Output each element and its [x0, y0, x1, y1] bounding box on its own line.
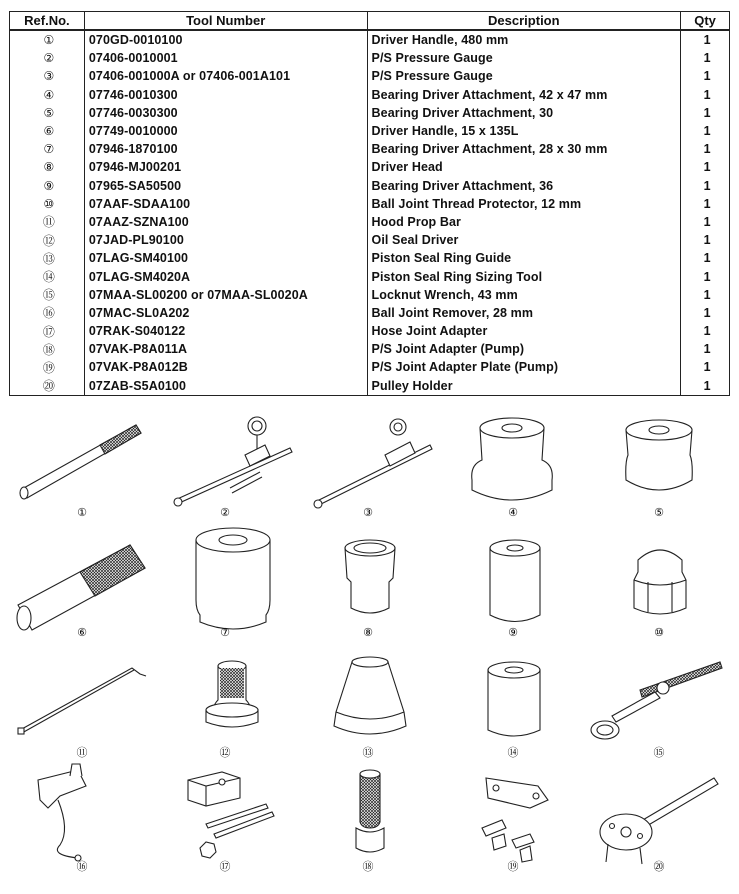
- cell-desc: Ball Joint Remover, 28 mm: [367, 304, 681, 322]
- cell-ref: ①: [10, 30, 85, 49]
- table-row: [10, 377, 730, 396]
- table-row: [10, 358, 730, 376]
- tool-12-oil-seal-driver: [206, 661, 258, 727]
- figure-label-19: ⑲: [507, 860, 519, 873]
- tool-9-bearing-attachment: [490, 540, 540, 622]
- figure-label-8: ⑧: [363, 626, 373, 639]
- cell-ref: ②: [10, 49, 85, 67]
- cell-ref: ⑪: [10, 213, 85, 231]
- tool-20-pulley-holder: [600, 778, 718, 864]
- cell-qty: 1: [681, 104, 730, 122]
- table-row: [10, 195, 730, 213]
- cell-qty: 1: [681, 231, 730, 249]
- cell-qty: 1: [681, 67, 730, 85]
- tool-18-joint-adapter-pump: [356, 770, 384, 852]
- table-header-row: [10, 12, 730, 31]
- cell-desc: Ball Joint Thread Protector, 12 mm: [367, 195, 681, 213]
- cell-desc: P/S Pressure Gauge: [367, 49, 681, 67]
- table-row: [10, 104, 730, 122]
- figure-label-2: ②: [220, 506, 230, 519]
- figure-label-10: ⑩: [654, 626, 664, 639]
- cell-ref: ⑫: [10, 231, 85, 249]
- cell-tool: 07ZAB-S5A0100: [84, 377, 367, 396]
- cell-qty: 1: [681, 213, 730, 231]
- figure-label-15: ⑮: [653, 746, 665, 759]
- table-row: [10, 322, 730, 340]
- cell-ref: ⑤: [10, 104, 85, 122]
- cell-tool: 07VAK-P8A012B: [84, 358, 367, 376]
- table-row: [10, 86, 730, 104]
- cell-qty: 1: [681, 340, 730, 358]
- figure-label-12: ⑫: [219, 746, 231, 759]
- tool-3-pressure-gauge: [314, 419, 432, 508]
- tool-4-bearing-attachment: [472, 418, 553, 500]
- cell-qty: 1: [681, 140, 730, 158]
- cell-ref: ⑳: [10, 377, 85, 396]
- table-row: [10, 231, 730, 249]
- cell-ref: ④: [10, 86, 85, 104]
- tool-19-joint-adapter-plate: [482, 778, 548, 862]
- cell-ref: ⑱: [10, 340, 85, 358]
- table-row: [10, 286, 730, 304]
- cell-qty: 1: [681, 322, 730, 340]
- cell-desc: Driver Head: [367, 158, 681, 176]
- tool-1-driver-handle: [20, 425, 141, 499]
- cell-tool: 07MAC-SL0A202: [84, 304, 367, 322]
- table-row: [10, 249, 730, 267]
- cell-qty: 1: [681, 86, 730, 104]
- header-tool-number: Tool Number: [84, 12, 367, 31]
- cell-tool: 07746-0010300: [84, 86, 367, 104]
- cell-desc: Hood Prop Bar: [367, 213, 681, 231]
- cell-desc: Locknut Wrench, 43 mm: [367, 286, 681, 304]
- cell-desc: Bearing Driver Attachment, 28 x 30 mm: [367, 140, 681, 158]
- table-row: [10, 213, 730, 231]
- figure-label-17: ⑰: [219, 860, 231, 873]
- cell-qty: 1: [681, 195, 730, 213]
- cell-tool: 07JAD-PL90100: [84, 231, 367, 249]
- figure-label-5: ⑤: [654, 506, 664, 519]
- cell-tool: 070GD-0010100: [84, 30, 367, 49]
- header-description: Description: [367, 12, 681, 31]
- figure-label-9: ⑨: [508, 626, 518, 639]
- cell-qty: 1: [681, 286, 730, 304]
- figure-label-1: ①: [77, 506, 87, 519]
- cell-desc: P/S Pressure Gauge: [367, 67, 681, 85]
- cell-ref: ⑦: [10, 140, 85, 158]
- table-row: [10, 30, 730, 49]
- cell-tool: 07AAZ-SZNA100: [84, 213, 367, 231]
- cell-tool: 07MAA-SL00200 or 07MAA-SL0020A: [84, 286, 367, 304]
- cell-tool: 07RAK-S040122: [84, 322, 367, 340]
- table-row: [10, 122, 730, 140]
- tool-10-thread-protector: [634, 550, 686, 614]
- cell-desc: Bearing Driver Attachment, 30: [367, 104, 681, 122]
- table-row: [10, 49, 730, 67]
- tool-8-driver-head: [345, 540, 395, 613]
- cell-ref: ③: [10, 67, 85, 85]
- cell-desc: P/S Joint Adapter (Pump): [367, 340, 681, 358]
- table-row: [10, 67, 730, 85]
- figure-label-11: ⑪: [76, 746, 88, 759]
- cell-ref: ⑮: [10, 286, 85, 304]
- cell-ref: ⑭: [10, 267, 85, 285]
- cell-tool: 07965-SA50500: [84, 177, 367, 195]
- cell-tool: 07406-0010001: [84, 49, 367, 67]
- cell-desc: Piston Seal Ring Sizing Tool: [367, 267, 681, 285]
- cell-desc: Pulley Holder: [367, 377, 681, 396]
- figure-label-18: ⑱: [362, 860, 374, 873]
- cell-ref: ⑰: [10, 322, 85, 340]
- cell-qty: 1: [681, 304, 730, 322]
- cell-tool: 07746-0030300: [84, 104, 367, 122]
- cell-ref: ⑬: [10, 249, 85, 267]
- cell-desc: P/S Joint Adapter Plate (Pump): [367, 358, 681, 376]
- cell-tool: 07AAF-SDAA100: [84, 195, 367, 213]
- cell-ref: ⑨: [10, 177, 85, 195]
- cell-desc: Bearing Driver Attachment, 36: [367, 177, 681, 195]
- cell-ref: ⑥: [10, 122, 85, 140]
- table-row: [10, 340, 730, 358]
- cell-tool: 07VAK-P8A011A: [84, 340, 367, 358]
- cell-tool: 07946-1870100: [84, 140, 367, 158]
- figure-label-16: ⑯: [76, 860, 88, 873]
- tool-2-pressure-gauge: [174, 417, 292, 506]
- tool-16-ball-joint-remover: [38, 764, 86, 861]
- cell-tool: 07749-0010000: [84, 122, 367, 140]
- cell-qty: 1: [681, 249, 730, 267]
- cell-desc: Driver Handle, 15 x 135L: [367, 122, 681, 140]
- tool-11-hood-prop-bar: [18, 668, 146, 734]
- cell-qty: 1: [681, 267, 730, 285]
- header-ref: Ref.No.: [10, 12, 85, 31]
- tool-13-piston-seal-ring-guide: [334, 657, 406, 734]
- cell-qty: 1: [681, 158, 730, 176]
- cell-tool: 07946-MJ00201: [84, 158, 367, 176]
- figure-label-20: ⑳: [653, 860, 665, 873]
- cell-desc: Driver Handle, 480 mm: [367, 30, 681, 49]
- cell-desc: Bearing Driver Attachment, 42 x 47 mm: [367, 86, 681, 104]
- cell-ref: ⑩: [10, 195, 85, 213]
- cell-qty: 1: [681, 49, 730, 67]
- tools-table: [9, 11, 730, 396]
- cell-qty: 1: [681, 122, 730, 140]
- header-qty: Qty: [681, 12, 730, 31]
- tool-5-bearing-attachment: [626, 420, 693, 490]
- tool-14-piston-seal-ring-sizing-tool: [488, 662, 540, 736]
- table-row: [10, 267, 730, 285]
- cell-tool: 07LAG-SM40100: [84, 249, 367, 267]
- tool-6-driver-handle: [17, 545, 145, 630]
- table-row: [10, 304, 730, 322]
- figure-label-4: ④: [508, 506, 518, 519]
- cell-qty: 1: [681, 177, 730, 195]
- table-row: [10, 177, 730, 195]
- cell-qty: 1: [681, 358, 730, 376]
- tool-15-locknut-wrench: [591, 662, 722, 739]
- cell-tool: 07LAG-SM4020A: [84, 267, 367, 285]
- cell-ref: ⑲: [10, 358, 85, 376]
- cell-desc: Oil Seal Driver: [367, 231, 681, 249]
- cell-qty: 1: [681, 30, 730, 49]
- cell-tool: 07406-001000A or 07406-001A101: [84, 67, 367, 85]
- figure-label-6: ⑥: [77, 626, 87, 639]
- cell-ref: ⑯: [10, 304, 85, 322]
- table-row: [10, 140, 730, 158]
- figure-label-7: ⑦: [220, 626, 230, 639]
- tool-17-hose-joint-adapter: [188, 772, 274, 858]
- cell-qty: 1: [681, 377, 730, 396]
- cell-desc: Hose Joint Adapter: [367, 322, 681, 340]
- table-row: [10, 158, 730, 176]
- figure-label-13: ⑬: [362, 746, 374, 759]
- tools-illustration: [0, 400, 739, 894]
- cell-desc: Piston Seal Ring Guide: [367, 249, 681, 267]
- tool-7-bearing-attachment: [196, 528, 270, 629]
- cell-ref: ⑧: [10, 158, 85, 176]
- figure-label-14: ⑭: [507, 746, 519, 759]
- figure-label-3: ③: [363, 506, 373, 519]
